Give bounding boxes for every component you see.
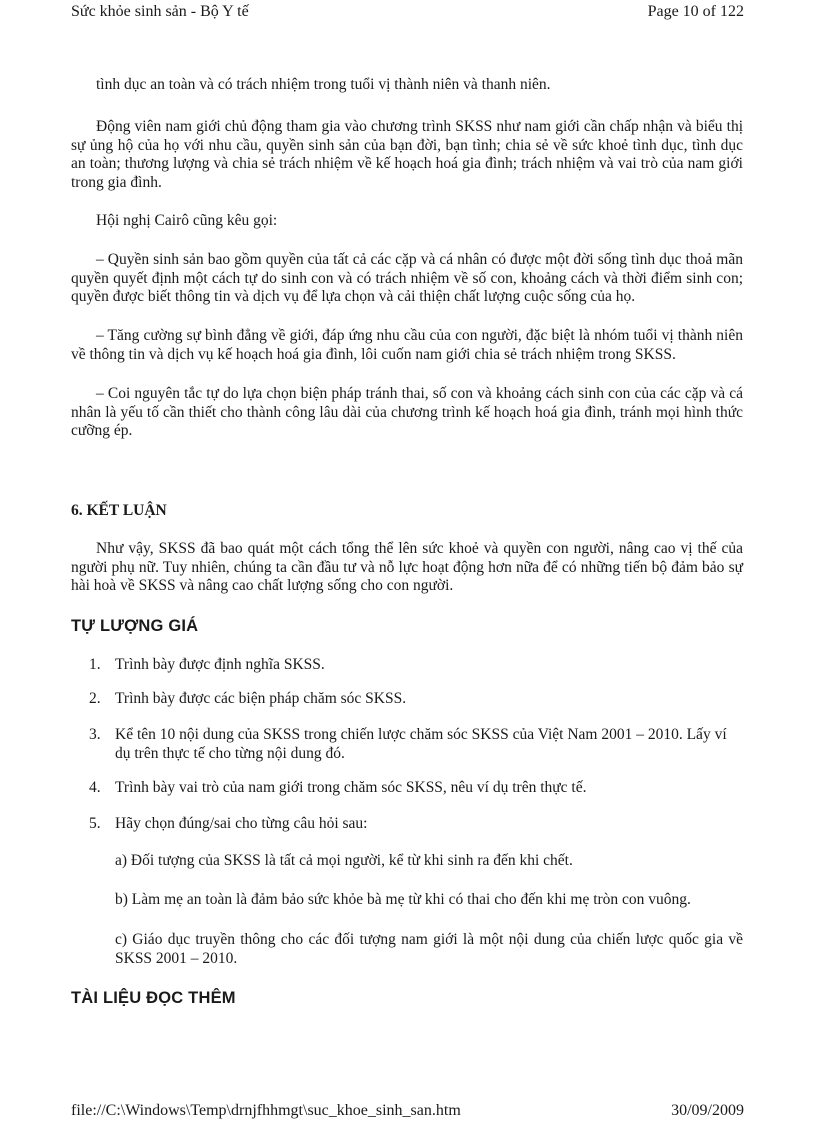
section-heading-self-eval: TỰ LƯỢNG GIÁ (71, 617, 199, 635)
list-item-text: Kể tên 10 nội dung của SKSS trong chiến lược chăm sóc SKSS của Việt Nam 2001 – 2010. Lấy ví dụ trên thực tế cho từng nội dung đó. (115, 726, 727, 762)
list-item (89, 656, 743, 676)
list-item (89, 779, 743, 799)
true-false-statement: c) Giáo dục truyền thông cho các đối tượng nam giới là một nội dung của chiến lược quốc gia về SKSS 2001 – 2010. (115, 931, 743, 967)
paragraph: – Tăng cường sự bình đẳng về giới, đáp ứng nhu cầu của con người, đặc biệt là nhóm tuổi vị thành niên về thông tin và dịch vụ kế hoạch hoá gia đình, lôi cuốn nam giới chia sẻ trách nhiệm trong SKSS. (71, 327, 743, 363)
list-item-number: 1. (89, 656, 101, 673)
page-number: Page 10 of 122 (647, 3, 744, 20)
file-path: file://C:\Windows\Temp\drnjfhhmgt\suc_khoe_sinh_san.htm (71, 1102, 461, 1119)
list-item-text: Trình bày được các biện pháp chăm sóc SKSS. (115, 690, 407, 707)
list-item-number: 3. (89, 726, 101, 743)
print-date: 30/09/2009 (671, 1102, 744, 1119)
list-item (89, 690, 743, 710)
paragraph: tình dục an toàn và có trách nhiệm trong tuổi vị thành niên và thanh niên. (96, 76, 551, 93)
list-item-text: Hãy chọn đúng/sai cho từng câu hỏi sau: (115, 815, 368, 832)
section-heading-conclusion: 6. KẾT LUẬN (71, 502, 167, 519)
list-item-number: 5. (89, 815, 101, 832)
list-item (89, 726, 743, 766)
list-item-text: Trình bày được định nghĩa SKSS. (115, 656, 325, 673)
section-heading-further-reading: TÀI LIỆU ĐỌC THÊM (71, 989, 236, 1007)
page-header-title: Sức khỏe sinh sản - Bộ Y tế (71, 3, 249, 20)
paragraph: Động viên nam giới chủ động tham gia vào chương trình SKSS như nam giới cần chấp nhận và biểu thị sự ủng hộ của họ với nhu cầu, quyền sinh sản của bạn đời, bạn tình; chia sẻ về sức khoẻ tình dục, tình dục an toàn; thương lượng và chia sẻ trách nhiệm về kế hoạch hoá gia đình; trách nhiệm và vai trò của nam giới trong gia đình. (71, 118, 743, 191)
paragraph: – Coi nguyên tắc tự do lựa chọn biện pháp tránh thai, số con và khoảng cách sinh con của các cặp và cá nhân là yếu tố cần thiết cho thành công lâu dài của chương trình kế hoạch hoá gia đình, tránh mọi hình thức cưỡng ép. (71, 385, 743, 439)
list-item-number: 4. (89, 779, 101, 796)
list-item (89, 815, 743, 835)
paragraph: – Quyền sinh sản bao gồm quyền của tất cả các cặp và cá nhân có được một đời sống tình dục thoả mãn quyền quyết định một cách tự do sinh con và có trách nhiệm về số con, khoảng cách và thời điểm sinh con; quyền được biết thông tin và dịch vụ để lựa chọn và cải thiện chất lượng cuộc sống của họ. (71, 251, 743, 305)
list-item-number: 2. (89, 690, 101, 707)
paragraph: Hội nghị Cairô cũng kêu gọi: (96, 212, 278, 229)
true-false-statement: b) Làm mẹ an toàn là đảm bảo sức khỏe bà mẹ từ khi có thai cho đến khi mẹ tròn con vuông. (115, 891, 691, 908)
true-false-statement: a) Đối tượng của SKSS là tất cả mọi người, kể từ khi sinh ra đến khi chết. (115, 852, 573, 869)
paragraph-conclusion: Như vậy, SKSS đã bao quát một cách tổng thể lên sức khoẻ và quyền con người, nâng cao vị thế của người phụ nữ. Tuy nhiên, chúng ta cần đầu tư và nỗ lực hoạt động hơn nữa để có những tiến bộ đảm bảo sự hài hoà về SKSS và nâng cao chất lượng sống cho con người. (71, 540, 743, 594)
list-item-text: Trình bày vai trò của nam giới trong chăm sóc SKSS, nêu ví dụ trên thực tế. (115, 779, 587, 796)
